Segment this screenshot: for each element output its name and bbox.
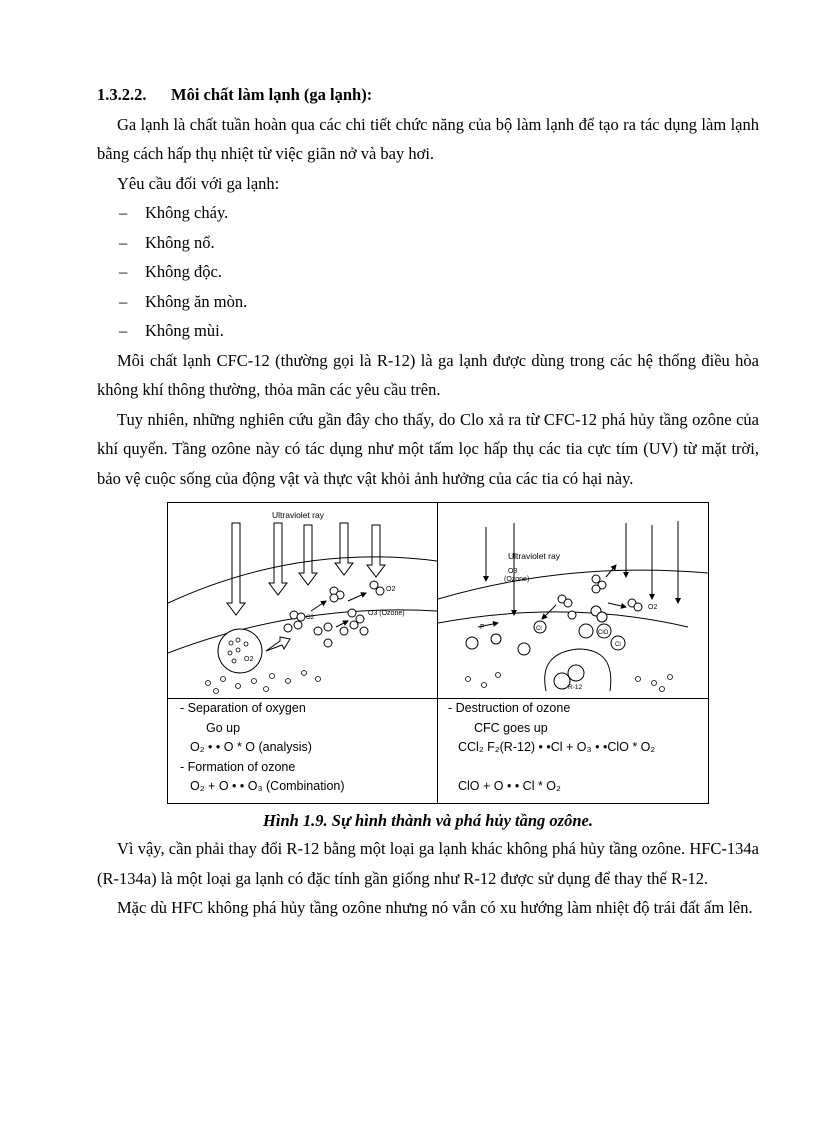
- requirements-list: [97, 198, 759, 346]
- uv-ray-label: Ultraviolet ray: [508, 551, 560, 561]
- clo-label: ClO: [598, 630, 609, 636]
- bubble-o2-label: O2: [244, 656, 254, 663]
- o2-lower-label: O2: [306, 615, 315, 621]
- legend-equation: O₂ • • O * O (analysis): [190, 740, 312, 754]
- reaction-arrow: [348, 593, 366, 601]
- paragraph-ozone-damage: Tuy nhiên, những nghiên cứu gần đây cho thấy, do Clo xả ra từ CFC-12 phá hủy tầng ozône của khí quyển. Tầng ozône này có tác dụng như một tấm lọc hấp thụ các tia cực tím (UV) từ mặt trời, bảo vệ cuộc sống của động vật và thực vật khỏi ảnh hưởng của các tia có hại này.: [97, 409, 759, 488]
- uv-arrow-3: [299, 525, 317, 585]
- section-heading: [97, 80, 759, 110]
- legend-line: Go up: [206, 720, 241, 735]
- upper-atmosphere-curve: [438, 570, 708, 599]
- legend-equation: O₂ + O • • O₃ (Combination): [190, 779, 345, 793]
- list-item: – Không cháy.: [119, 198, 759, 228]
- o2-label: O2: [648, 604, 658, 611]
- r12-label: R-12: [568, 684, 583, 691]
- cl-label: Cl: [536, 626, 542, 632]
- legend-line: CFC goes up: [474, 720, 548, 735]
- uv-arrow-4: [335, 523, 353, 575]
- lower-atmosphere-curve: [438, 612, 688, 627]
- ozone-destruction-diagram: [438, 503, 708, 698]
- list-item: – Không nổ.: [119, 228, 759, 258]
- destruction-legend: [448, 699, 716, 797]
- figure-diagrams: [168, 503, 708, 698]
- paragraph-cfc12: Môi chất lạnh CFC-12 (thường gọi là R-12) là ga lạnh được dùng trong các hệ thống điều hòa không khí thông thường, thỏa mãn các yêu cầu trên.: [97, 350, 759, 399]
- legend-line: - Destruction of ozone: [448, 701, 571, 715]
- section-title: Môi chất làm lạnh (ga lạnh):: [171, 85, 373, 104]
- rising-arrow: [266, 637, 290, 651]
- reaction-arrow: [608, 603, 626, 607]
- uv-ray-label: Ultraviolet ray: [272, 510, 324, 520]
- list-item: – Không ăn mòn.: [119, 287, 759, 317]
- list-item: – Không mùi.: [119, 316, 759, 346]
- formation-legend: [180, 699, 448, 797]
- legend-equation: CCl₂ F₂(R-12) • •Cl + O₃ • •ClO * O₂: [458, 740, 656, 754]
- paragraph-replacement: Vì vậy, cần phải thay đổi R-12 bằng một loại ga lạnh khác không phá hủy tầng ozône. HFC-134a (R-134a) là một loại ga lạnh có đặc tính gần giống như R-12 được sử dụng để thay thế R-12.: [97, 839, 759, 888]
- reaction-arrow: [336, 621, 348, 627]
- upper-atmosphere-curve: [168, 557, 437, 603]
- figure-caption: Hình 1.9. Sự hình thành và phá hủy tầng ozône.: [263, 811, 593, 830]
- legend-line: - Formation of ozone: [180, 759, 296, 774]
- uv-arrow-5: [367, 525, 385, 577]
- f-label: F: [480, 624, 485, 631]
- cl-second-label: Cl: [615, 642, 621, 648]
- uv-arrow-1: [227, 523, 245, 615]
- uv-arrow-2: [269, 523, 287, 595]
- ozone-formation-diagram: [168, 503, 437, 698]
- legend-equation: ClO + O • • Cl * O₂: [458, 779, 561, 793]
- reaction-arrow: [311, 601, 326, 611]
- paragraph-requirements-intro: Yêu cầu đối với ga lạnh:: [117, 173, 280, 193]
- legend-line: - Separation of oxygen: [180, 701, 306, 715]
- paragraph-global-warming: Mặc dù HFC không phá hủy tầng ozône nhưng nó vẫn có xu hướng làm nhiệt độ trái đất ấm lên.: [117, 898, 753, 917]
- ozone-label: O3 (Ozone): [368, 610, 405, 617]
- document-page: [97, 80, 759, 923]
- ozone-figure: [167, 502, 709, 804]
- list-item: – Không độc.: [119, 257, 759, 287]
- o2-label: O2: [386, 586, 396, 593]
- ozone-label: (Ozone): [504, 576, 530, 583]
- section-number: 1.3.2.2.: [97, 85, 147, 104]
- o3-label: O3: [508, 568, 518, 575]
- paragraph-refrigerant-definition: Ga lạnh là chất tuần hoàn qua các chi tiết chức năng của bộ làm lạnh để tạo ra tác dụng làm lạnh bằng cách hấp thụ nhiệt từ việc giãn nở và bay hơi.: [97, 114, 759, 163]
